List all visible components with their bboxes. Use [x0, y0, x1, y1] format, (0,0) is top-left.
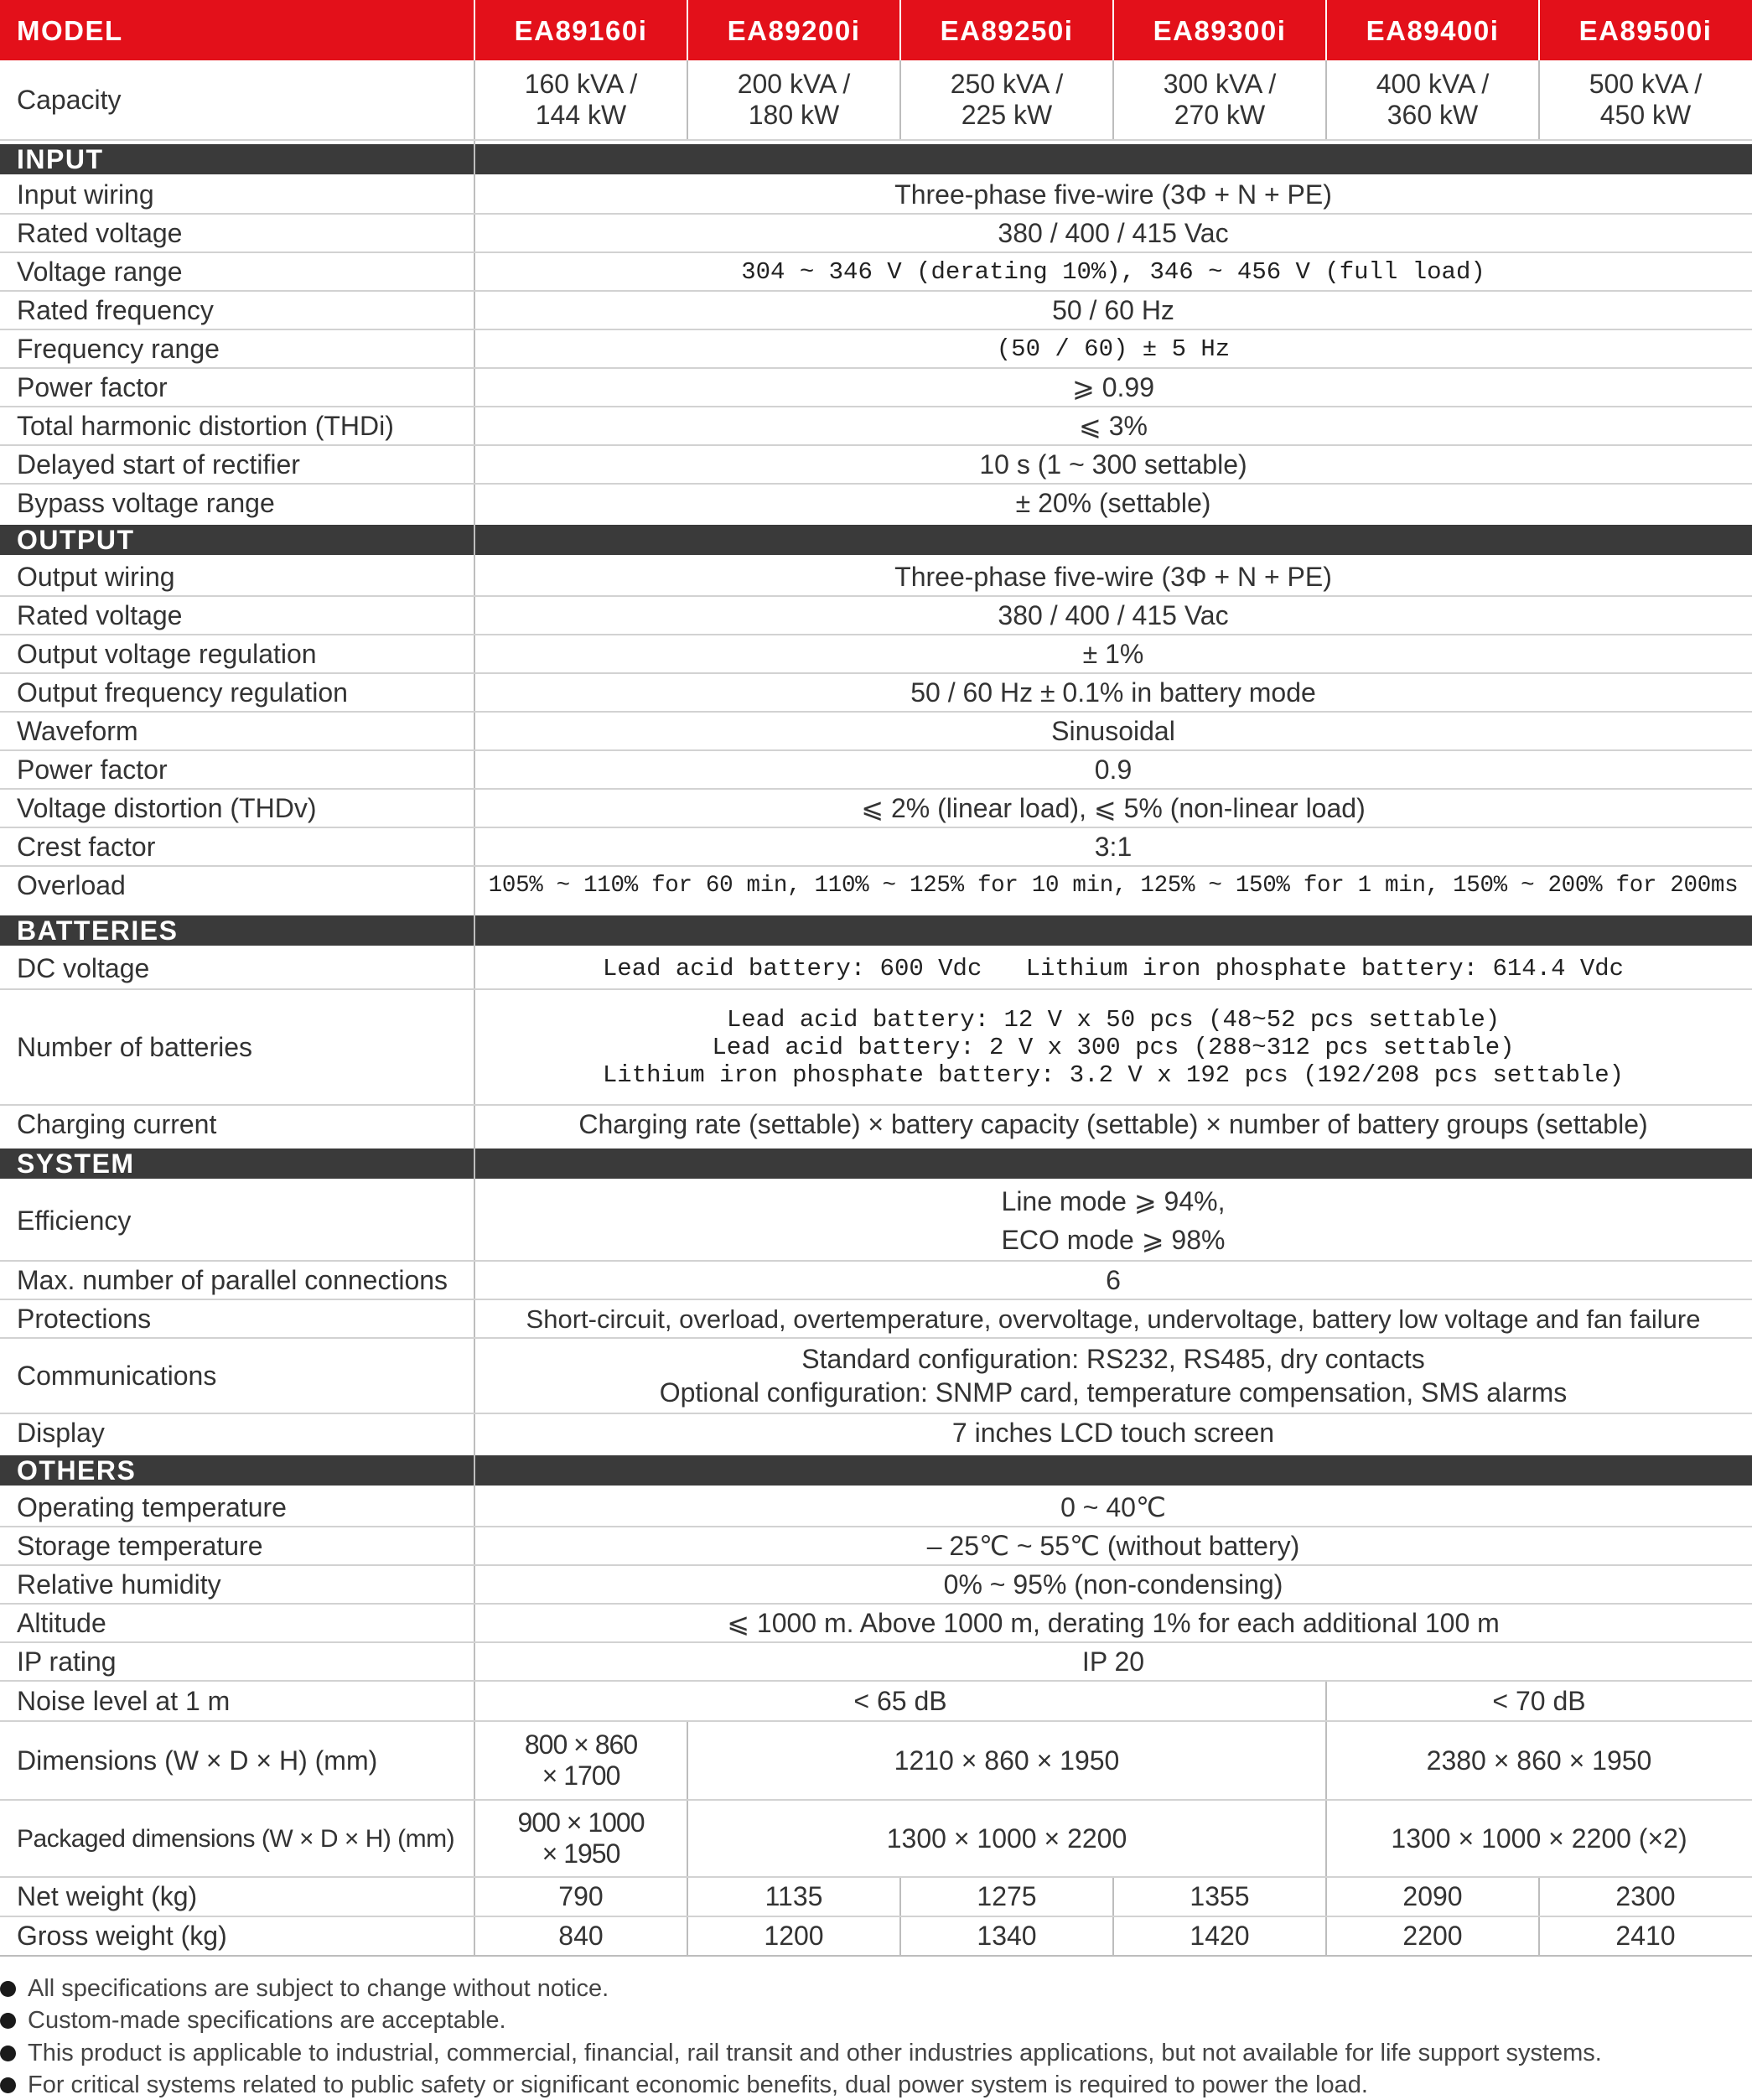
- row-separator: [0, 213, 1752, 215]
- row-separator: [0, 1603, 1752, 1605]
- label-column-divider: [474, 60, 475, 1956]
- row-separator: [0, 1916, 1752, 1917]
- spec-label: Voltage range: [17, 256, 183, 287]
- row-separator: [0, 444, 1752, 446]
- spec-value: Sinusoidal: [1051, 715, 1175, 746]
- net-weight-value: 790: [558, 1881, 604, 1911]
- spec-label-gross-weight: Gross weight (kg): [17, 1921, 227, 1951]
- spec-value: 0 ~ 40℃: [1060, 1491, 1166, 1522]
- footnote-text: This product is applicable to industrial, commercial, financial, rail transit and other industries applications, but not available for life support systems.: [28, 2039, 1602, 2066]
- spec-label: DC voltage: [17, 952, 150, 983]
- section-header-batteries: BATTERIES: [0, 915, 1752, 946]
- footnote-text: Custom-made specifications are acceptable.: [28, 2006, 506, 2034]
- capacity-value: 500 kVA / 450 kW: [1589, 69, 1703, 130]
- spec-label: Display: [17, 1417, 105, 1448]
- spec-value: ⩽ 3%: [1079, 410, 1148, 441]
- spec-label: Frequency range: [17, 333, 220, 364]
- column-divider: [1112, 60, 1114, 139]
- column-divider: [1325, 1800, 1327, 1877]
- section-header-output: OUTPUT: [0, 525, 1752, 555]
- header-divider: [1112, 0, 1114, 60]
- net-weight-value: 2300: [1615, 1881, 1676, 1911]
- row-separator: [0, 1564, 1752, 1566]
- spec-value: Charging rate (settable) × battery capacity (settable) × number of battery groups (settable): [578, 1108, 1648, 1139]
- model-header-ea89300i: EA89300i: [1113, 0, 1326, 60]
- spec-value: 10 s (1 ~ 300 settable): [979, 449, 1247, 480]
- spec-value: (50 / 60) ± 5 Hz: [996, 334, 1231, 363]
- capacity-value: 200 kVA / 180 kW: [737, 69, 851, 130]
- capacity-value: 250 kVA / 225 kW: [950, 69, 1064, 130]
- row-separator: [0, 483, 1752, 485]
- spec-value: Line mode ⩾ 94%, ECO mode ⩾ 98%: [1001, 1186, 1226, 1255]
- model-header-ea89200i: EA89200i: [687, 0, 900, 60]
- dimensions-value: 1210 × 860 × 1950: [894, 1745, 1120, 1776]
- row-separator: [0, 988, 1752, 990]
- gross-weight-value: 1200: [764, 1921, 824, 1951]
- spec-label: Power factor: [17, 754, 168, 785]
- row-separator: [0, 711, 1752, 713]
- spec-label-dimensions: Dimensions (W × D × H) (mm): [17, 1745, 378, 1776]
- column-divider: [899, 60, 901, 139]
- spec-label-packaged-dimensions: Packaged dimensions (W × D × H) (mm): [17, 1824, 455, 1853]
- capacity-value: 300 kVA / 270 kW: [1163, 69, 1277, 130]
- spec-value: Three-phase five-wire (3Φ + N + PE): [894, 561, 1332, 592]
- row-separator: [0, 788, 1752, 790]
- model-header-ea89500i: EA89500i: [1539, 0, 1752, 60]
- model-header-ea89250i: EA89250i: [900, 0, 1113, 60]
- bullet-icon: [0, 2013, 16, 2029]
- spec-value: 304 ~ 346 V (derating 10%), 346 ~ 456 V (full load): [741, 257, 1485, 286]
- spec-label: Output wiring: [17, 561, 175, 592]
- spec-label: Bypass voltage range: [17, 487, 275, 518]
- model-header-ea89400i: EA89400i: [1326, 0, 1539, 60]
- row-separator: [0, 1299, 1752, 1300]
- spec-value: ⩾ 0.99: [1072, 371, 1154, 402]
- bullet-icon: [0, 2077, 16, 2093]
- row-separator: [0, 827, 1752, 828]
- spec-value: ± 1%: [1082, 638, 1144, 669]
- spec-label: Rated voltage: [17, 217, 183, 248]
- footnote: [0, 2070, 1368, 2100]
- net-weight-value: 1135: [765, 1881, 823, 1911]
- row-separator: [0, 634, 1752, 635]
- header-divider: [1325, 0, 1327, 60]
- noise-value: < 65 dB: [853, 1685, 947, 1716]
- dimensions-value: 2380 × 860 × 1950: [1426, 1745, 1652, 1776]
- footnote-text: All specifications are subject to change without notice.: [28, 1974, 609, 2002]
- spec-value: ⩽ 2% (linear load), ⩽ 5% (non-linear load): [861, 792, 1366, 823]
- column-divider: [687, 1721, 688, 1800]
- gross-weight-value: 2200: [1402, 1921, 1463, 1951]
- spec-label: Max. number of parallel connections: [17, 1264, 448, 1295]
- spec-value: 50 / 60 Hz: [1052, 294, 1174, 325]
- spec-value: 380 / 400 / 415 Vac: [998, 599, 1229, 630]
- row-separator: [0, 367, 1752, 369]
- column-divider: [687, 1800, 688, 1877]
- row-separator: [0, 1799, 1752, 1801]
- gross-weight-value: 2410: [1615, 1921, 1676, 1951]
- section-header-system: SYSTEM: [0, 1149, 1752, 1179]
- spec-value: 50 / 60 Hz ± 0.1% in battery mode: [910, 677, 1316, 708]
- footnote: [0, 2038, 1602, 2068]
- spec-value: ± 20% (settable): [1015, 487, 1211, 518]
- spec-value: 0% ~ 95% (non-condensing): [943, 1569, 1283, 1600]
- capacity-value: 160 kVA / 144 kW: [524, 69, 638, 130]
- spec-label: Delayed start of rectifier: [17, 449, 300, 480]
- spec-label-net-weight: Net weight (kg): [17, 1881, 198, 1911]
- column-divider: [1325, 60, 1327, 139]
- spec-value: ⩽ 1000 m. Above 1000 m, derating 1% for each additional 100 m: [727, 1607, 1500, 1638]
- spec-label-noise: Noise level at 1 m: [17, 1685, 231, 1716]
- row-separator: [0, 1876, 1752, 1878]
- column-divider: [1538, 60, 1540, 139]
- dimensions-value: 800 × 860 × 1700: [524, 1729, 638, 1791]
- packaged-dimensions-value: 900 × 1000 × 1950: [517, 1807, 645, 1869]
- packaged-dimensions-value: 1300 × 1000 × 2200 (×2): [1391, 1823, 1687, 1854]
- row-separator: [0, 1641, 1752, 1643]
- row-separator: [0, 672, 1752, 674]
- spec-value: 6: [1106, 1264, 1121, 1295]
- spec-label: Crest factor: [17, 831, 156, 862]
- spec-label: Rated frequency: [17, 294, 214, 325]
- row-separator: [0, 595, 1752, 597]
- spec-label: Relative humidity: [17, 1569, 221, 1600]
- spec-value: Lead acid battery: 12 V x 50 pcs (48~52 pcs settable) Lead acid battery: 2 V x 300 pcs (288~312 pcs settable) Lithium iron phosphate battery: 3.2 V x 192 pcs (192/208 pcs settable): [602, 1005, 1625, 1089]
- spec-label: Communications: [17, 1360, 217, 1391]
- section-header-others: OTHERS: [0, 1455, 1752, 1486]
- column-divider: [1325, 1681, 1327, 1721]
- spec-value: IP 20: [1081, 1646, 1145, 1677]
- spec-value: 105% ~ 110% for 60 min, 110% ~ 125% for 10 min, 125% ~ 150% for 1 min, 150% ~ 200% for 200ms: [488, 872, 1739, 899]
- spec-value: 3:1: [1094, 831, 1133, 862]
- header-divider: [687, 0, 688, 60]
- row-separator: [0, 1260, 1752, 1262]
- row-separator: [0, 1413, 1752, 1414]
- row-separator: [0, 290, 1752, 292]
- bullet-icon: [0, 2046, 16, 2061]
- header-divider: [474, 0, 475, 60]
- spec-label: Power factor: [17, 371, 168, 402]
- gross-weight-value: 1340: [977, 1921, 1037, 1951]
- row-separator: [0, 139, 1752, 141]
- footnote: [0, 2005, 506, 2035]
- gross-weight-value: 1420: [1190, 1921, 1250, 1951]
- net-weight-value: 1275: [977, 1881, 1037, 1911]
- spec-label: Efficiency: [17, 1205, 132, 1236]
- column-divider: [687, 60, 688, 139]
- row-separator: [0, 406, 1752, 407]
- row-separator: [0, 1720, 1752, 1722]
- row-separator: [0, 1680, 1752, 1682]
- row-separator: [0, 1526, 1752, 1527]
- row-separator: [0, 251, 1752, 253]
- spec-label: Voltage distortion (THDv): [17, 792, 317, 823]
- header-divider: [1538, 0, 1540, 60]
- row-separator: [0, 1104, 1752, 1106]
- row-separator: [0, 1337, 1752, 1339]
- spec-value: 0.9: [1094, 754, 1133, 785]
- model-header-ea89160i: EA89160i: [474, 0, 687, 60]
- spec-label: Input wiring: [17, 179, 154, 210]
- spec-value: Lead acid battery: 600 Vdc Lithium iron phosphate battery: 614.4 Vdc: [602, 954, 1625, 983]
- row-separator: [0, 865, 1752, 867]
- spec-value: – 25℃ ~ 55℃ (without battery): [926, 1530, 1300, 1561]
- spec-label: Charging current: [17, 1108, 217, 1139]
- spec-value: Short-circuit, overload, overtemperature, overvoltage, undervoltage, battery low voltage and fan failure: [526, 1304, 1701, 1334]
- header-divider: [899, 0, 901, 60]
- capacity-value: 400 kVA / 360 kW: [1376, 69, 1490, 130]
- footnote-text: For critical systems related to public safety or significant economic benefits, dual power system is required to power the load.: [28, 2071, 1368, 2098]
- row-separator: [0, 749, 1752, 751]
- spec-label: Output voltage regulation: [17, 638, 317, 669]
- spec-value: Standard configuration: RS232, RS485, dry contacts Optional configuration: SNMP card, temperature compensation, SMS alarms: [659, 1344, 1568, 1408]
- spec-label: Storage temperature: [17, 1530, 263, 1561]
- row-separator: [0, 329, 1752, 330]
- spec-label: Waveform: [17, 715, 138, 746]
- gross-weight-value: 840: [558, 1921, 604, 1951]
- spec-value: 380 / 400 / 415 Vac: [998, 217, 1229, 248]
- footnote: [0, 1973, 609, 2004]
- spec-label: Altitude: [17, 1607, 106, 1638]
- spec-label: Protections: [17, 1303, 152, 1334]
- spec-label: Rated voltage: [17, 599, 183, 630]
- spec-label-capacity: Capacity: [17, 84, 122, 115]
- spec-label: IP rating: [17, 1646, 117, 1677]
- model-header-label: MODEL: [0, 0, 474, 60]
- column-divider: [1325, 1721, 1327, 1800]
- spec-label: Operating temperature: [17, 1491, 287, 1522]
- spec-value: Three-phase five-wire (3Φ + N + PE): [894, 179, 1332, 210]
- spec-value: 7 inches LCD touch screen: [951, 1417, 1275, 1448]
- spec-label: Output frequency regulation: [17, 677, 348, 708]
- spec-label: Overload: [17, 869, 126, 900]
- net-weight-value: 1355: [1190, 1881, 1250, 1911]
- section-header-input: INPUT: [0, 144, 1752, 174]
- packaged-dimensions-value: 1300 × 1000 × 2200: [886, 1823, 1127, 1854]
- spec-label: Number of batteries: [17, 1031, 253, 1062]
- table-bottom-border: [0, 1955, 1752, 1957]
- spec-label: Total harmonic distortion (THDi): [17, 410, 394, 441]
- net-weight-value: 2090: [1402, 1881, 1463, 1911]
- bullet-icon: [0, 1981, 16, 1997]
- noise-value: < 70 dB: [1492, 1685, 1586, 1716]
